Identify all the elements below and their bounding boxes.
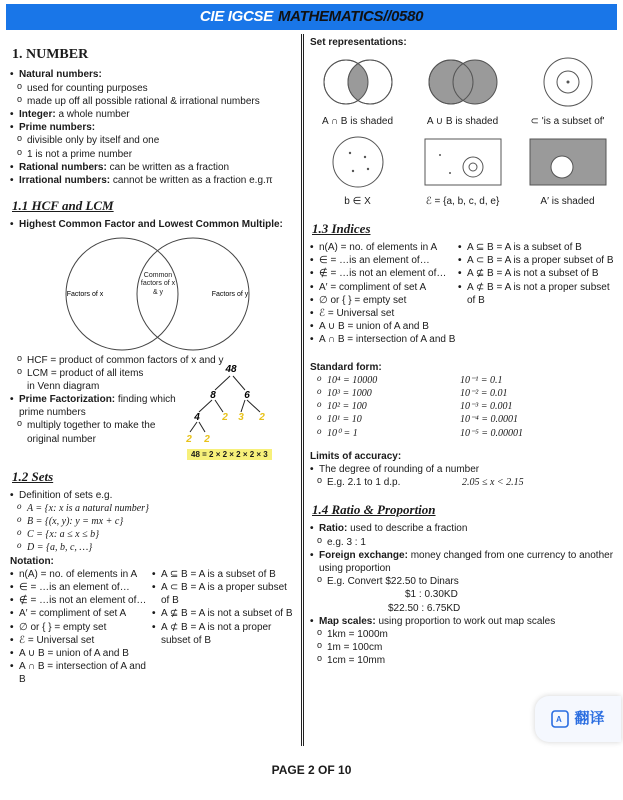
- list-item: • A ∩ B = intersection of A and B: [310, 333, 458, 346]
- list-item: o 10⁰ = 1: [310, 427, 460, 440]
- tree-node: 2: [222, 411, 228, 423]
- std-value: 10⁻² = 0.01: [460, 387, 508, 399]
- tree-node: 8: [210, 389, 216, 401]
- tree-node: 4: [194, 411, 200, 423]
- fx-line: $22.50 : 6.75KD: [388, 602, 461, 614]
- list-item: • A′ = compliment of set A: [10, 607, 152, 620]
- venn-left-label: Factors of x: [66, 290, 104, 298]
- venn-mid-label: Common factors of x & y: [140, 271, 176, 296]
- list-item: • A ⊈ B = A is not a subset of B: [458, 267, 615, 280]
- set-diagram-intersection: [310, 53, 405, 128]
- caption: ℰ = {a, b, c, d, e}: [425, 195, 500, 207]
- list-item: • A ⊆ B = A is a subset of B: [458, 241, 615, 254]
- hcf-heading: 1.1 HCF and LCM: [12, 198, 114, 214]
- left-column: [10, 34, 295, 686]
- ratio-heading: 1.4 Ratio & Proportion: [312, 502, 436, 518]
- list-item: • n(A) = no. of elements in A: [310, 241, 458, 254]
- list-item: o 1 is not a prime number: [10, 148, 295, 161]
- banner-subject: MATHEMATICS//0580: [277, 8, 424, 26]
- list-item: o 10³ = 1000: [310, 387, 460, 400]
- notation-list: [10, 568, 295, 687]
- list-item: o E.g. 2.1 to 1 d.p. 2.05 ≤ x < 2.15: [310, 476, 615, 489]
- list-item: • ∅ or { } = empty set: [310, 294, 458, 307]
- translate-icon: [551, 710, 569, 728]
- list-item: o 10¹ = 10: [310, 413, 460, 426]
- set-diagram-universal: [415, 133, 510, 208]
- std-value: 10⁻¹ = 0.1: [460, 374, 503, 386]
- sets-heading: 1.2 Sets: [12, 468, 54, 484]
- tree-node: 2: [186, 433, 192, 445]
- caption: b ∈ X: [344, 195, 371, 207]
- list-item: • A ⊂ B = A is a proper subset of B: [458, 254, 615, 267]
- list-item: o D = {a, b, c, …}: [10, 541, 295, 554]
- list-item: o B = {(x, y): y = mx + c}: [10, 515, 295, 528]
- set-diagram-complement: [520, 133, 615, 208]
- std-value: 10⁻⁵ = 0.00001: [460, 427, 524, 439]
- list-item: • Ratio: used to describe a fraction: [310, 522, 615, 535]
- list-item: o divisible only by itself and one: [10, 134, 295, 147]
- tree-node: 2: [259, 411, 265, 423]
- column-divider: [301, 34, 304, 746]
- list-item: • A ⊈ B = A is not a subset of B: [152, 607, 295, 620]
- list-item: • ∉ = …is not an element of…: [10, 594, 152, 607]
- tree-node: 6: [244, 389, 250, 401]
- tree-root: 48: [225, 363, 237, 375]
- list-item: o 1cm = 10mm: [310, 654, 615, 667]
- list-item: • A ∪ B = union of A and B: [310, 320, 458, 333]
- translate-label: 翻译: [574, 710, 605, 728]
- list-item: • ℰ = Universal set: [310, 307, 458, 320]
- list-item: • Prime Factorization: finding which prime numbers: [10, 393, 185, 419]
- list-item: • ℰ = Universal set: [10, 634, 152, 647]
- list-item: • Integer: a whole number: [10, 108, 295, 121]
- list-item: • Irrational numbers: cannot be written as a fraction e.g.π: [10, 174, 295, 187]
- list-item: o e.g. 3 : 1: [310, 536, 615, 549]
- right-column: [310, 34, 615, 668]
- list-item: • Map scales: using proportion to work out map scales: [310, 615, 615, 628]
- page-number: PAGE 2 OF 10: [271, 763, 352, 777]
- caption: A ∪ B is shaded: [426, 116, 499, 128]
- set-diagram-union: [415, 53, 510, 128]
- list-item: • Foreign exchange: money changed from one currency to another using proportion: [310, 549, 615, 575]
- set-diagram-element: [310, 133, 405, 208]
- list-item: • Natural numbers:: [10, 68, 295, 81]
- banner-prefix: CIE IGCSE: [199, 8, 273, 26]
- std-value: 10⁻⁴ = 0.0001: [460, 414, 519, 426]
- list-item: o used for counting purposes: [10, 82, 295, 95]
- list-item: • Prime numbers:: [10, 121, 295, 134]
- list-item: o multiply together to make the original number: [10, 419, 185, 445]
- list-item: o E.g. Convert $22.50 to Dinars: [310, 575, 615, 588]
- list-item: • A ⊄ B = A is not a proper subset of B: [152, 621, 295, 647]
- list-item: o A = {x: x is a natural number}: [10, 502, 295, 515]
- list-item: • A ⊆ B = A is a subset of B: [152, 568, 295, 581]
- list-item: o HCF = product of common factors of x and y: [10, 354, 185, 367]
- list-item: • Rational numbers: can be written as a fraction: [10, 161, 295, 174]
- caption: ⊂ 'is a subset of': [530, 116, 605, 128]
- list-item: • ∉ = …is not an element of…: [310, 267, 458, 280]
- tree-node: 2: [204, 433, 210, 445]
- caption: A ∩ B is shaded: [321, 116, 394, 128]
- venn-right-label: Factors of y: [211, 290, 249, 298]
- list-item: • Highest Common Factor and Lowest Common Multiple:: [10, 218, 295, 231]
- hcf-venn-diagram: [10, 234, 295, 354]
- set-diagram-row: [310, 53, 615, 128]
- caption: A′ is shaded: [540, 195, 595, 207]
- notation-label: Notation:: [10, 555, 54, 567]
- tree-node: 3: [238, 411, 244, 423]
- list-item: • A ∪ B = union of A and B: [10, 647, 152, 660]
- list-item: o made up off all possible rational & irrational numbers: [10, 95, 295, 108]
- list-item: • A′ = compliment of set A: [310, 281, 458, 294]
- title-banner: [6, 4, 617, 30]
- setrep-heading: Set representations:: [310, 37, 407, 48]
- number-heading: 1. NUMBER: [12, 47, 89, 62]
- fx-line: $1 : 0.30KD: [405, 589, 458, 601]
- list-item: • The degree of rounding of a number: [310, 463, 615, 476]
- indices-heading: 1.3 Indices: [312, 220, 371, 236]
- standard-form-label: Standard form:: [310, 361, 382, 373]
- list-item: • ∈ = …is an element of…: [10, 581, 152, 594]
- standard-form-table: [310, 374, 615, 440]
- std-value: 10⁻³ = 0.001: [460, 401, 513, 413]
- list-item: o C = {x: a ≤ x ≤ b}: [10, 528, 295, 541]
- list-item: • Definition of sets e.g.: [10, 489, 295, 502]
- set-diagram-row: [310, 133, 615, 208]
- list-item: • ∈ = …is an element of…: [310, 254, 458, 267]
- svg-text:A: A: [556, 715, 563, 724]
- list-item: • A ⊂ B = A is a proper subset of B: [152, 581, 295, 607]
- list-item: • n(A) = no. of elements in A: [10, 568, 152, 581]
- list-item: o 1km = 1000m: [310, 628, 615, 641]
- indices-list: [310, 241, 615, 347]
- list-item: o 10² = 100: [310, 400, 460, 413]
- list-item: • ∅ or { } = empty set: [10, 621, 152, 634]
- list-item: o LCM = product of all items in Venn diagram: [10, 367, 147, 393]
- translate-button[interactable]: [535, 696, 621, 742]
- list-item: o 10⁴ = 10000: [310, 374, 460, 387]
- limits-label: Limits of accuracy:: [310, 450, 402, 462]
- tree-result: 48 = 2 × 2 × 2 × 2 × 3: [187, 448, 272, 461]
- set-diagram-subset: [520, 53, 615, 128]
- list-item: o 1m = 100cm: [310, 641, 615, 654]
- list-item: • A ⊄ B = A is not a proper subset of B: [458, 281, 615, 307]
- list-item: • A ∩ B = intersection of A and B: [10, 660, 152, 686]
